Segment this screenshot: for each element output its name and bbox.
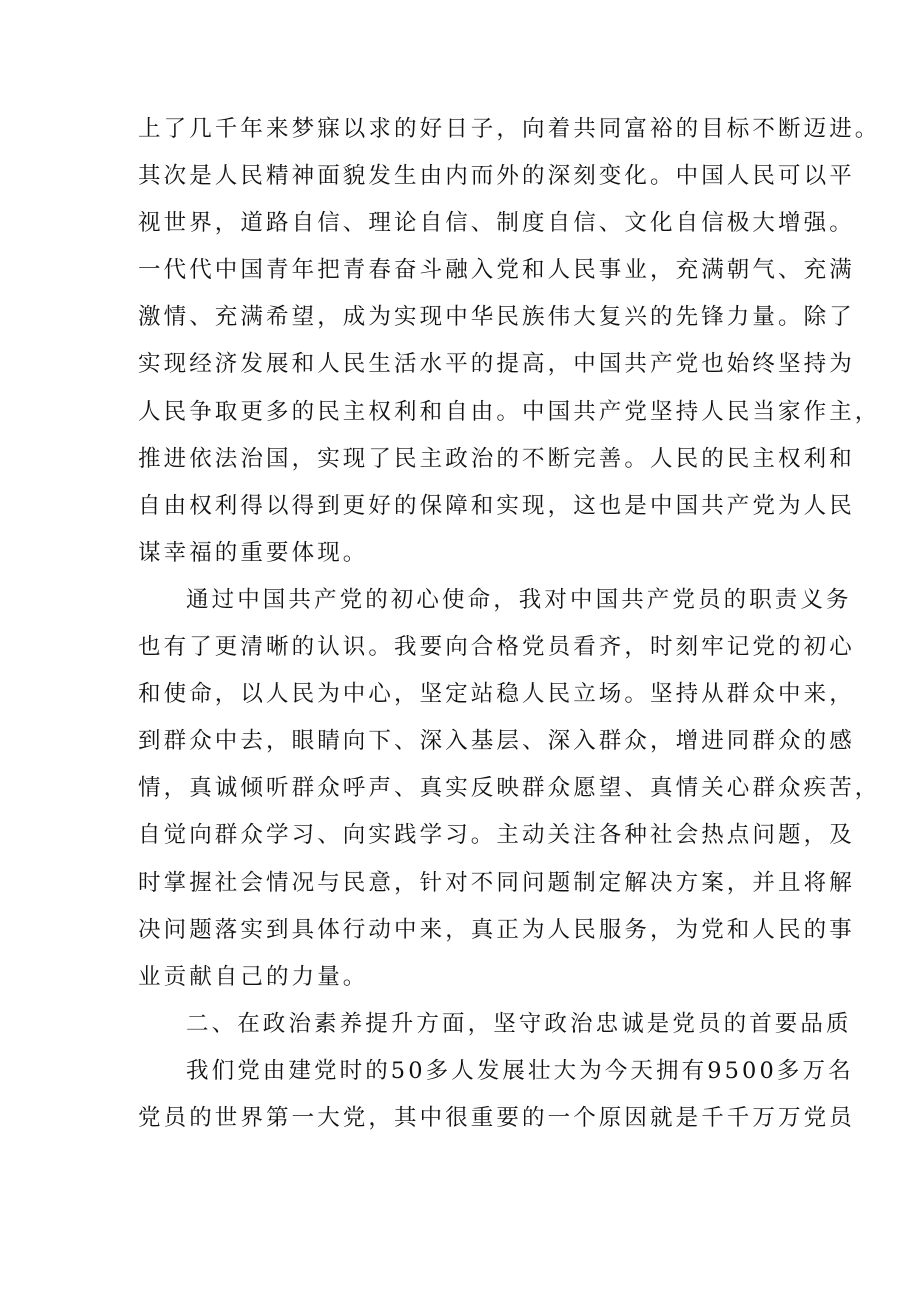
text-line: 情，真诚倾听群众呼声、真实反映群众愿望、真情关心群众疾苦，: [138, 775, 881, 802]
document-body: [138, 106, 881, 1142]
section-heading: 二、在政治素养提升方面，坚守政治忠诚是党员的首要品质: [186, 1010, 852, 1037]
text-line: 自由权利得以得到更好的保障和实现，这也是中国共产党为人民: [138, 492, 855, 519]
text-line: 和使命，以人民为中心，坚定站稳人民立场。坚持从群众中来，: [138, 681, 855, 708]
text-line: 其次是人民精神面貌发生由内而外的深刻变化。中国人民可以平: [138, 163, 855, 190]
text-line: 时掌握社会情况与民意，针对不同问题制定解决方案，并且将解: [138, 869, 855, 896]
text-line: 自觉向群众学习、向实践学习。主动关注各种社会热点问题，及: [138, 822, 855, 849]
paragraph-start-line: 我们党由建党时的50多人发展壮大为今天拥有9500多万名: [186, 1057, 854, 1084]
text-line: 党员的世界第一大党，其中很重要的一个原因就是千千万万党员: [138, 1104, 855, 1131]
text-line: 激情、充满希望，成为实现中华民族伟大复兴的先锋力量。除了: [138, 304, 855, 331]
text-line: 视世界，道路自信、理论自信、制度自信、文化自信极大增强。: [138, 210, 855, 237]
text-line: 谋幸福的重要体现。: [138, 539, 369, 566]
text-line: 人民争取更多的民主权利和自由。中国共产党坚持人民当家作主，: [138, 398, 881, 425]
text-line: 一代代中国青年把青春奋斗融入党和人民事业，充满朝气、充满: [138, 257, 855, 284]
text-line: 决问题落实到具体行动中来，真正为人民服务，为党和人民的事: [138, 916, 855, 943]
text-line: 上了几千年来梦寐以求的好日子，向着共同富裕的目标不断迈进。: [138, 116, 881, 142]
text-line: 也有了更清晰的认识。我要向合格党员看齐，时刻牢记党的初心: [138, 634, 855, 661]
text-line: 到群众中去，眼睛向下、深入基层、深入群众，增进同群众的感: [138, 728, 855, 755]
text-line: 业贡献自己的力量。: [138, 963, 369, 990]
text-line: 推进依法治国，实现了民主政治的不断完善。人民的民主权利和: [138, 445, 855, 472]
text-line: 实现经济发展和人民生活水平的提高，中国共产党也始终坚持为: [138, 351, 855, 378]
paragraph-start-line: 通过中国共产党的初心使命，我对中国共产党员的职责义务: [186, 586, 852, 613]
